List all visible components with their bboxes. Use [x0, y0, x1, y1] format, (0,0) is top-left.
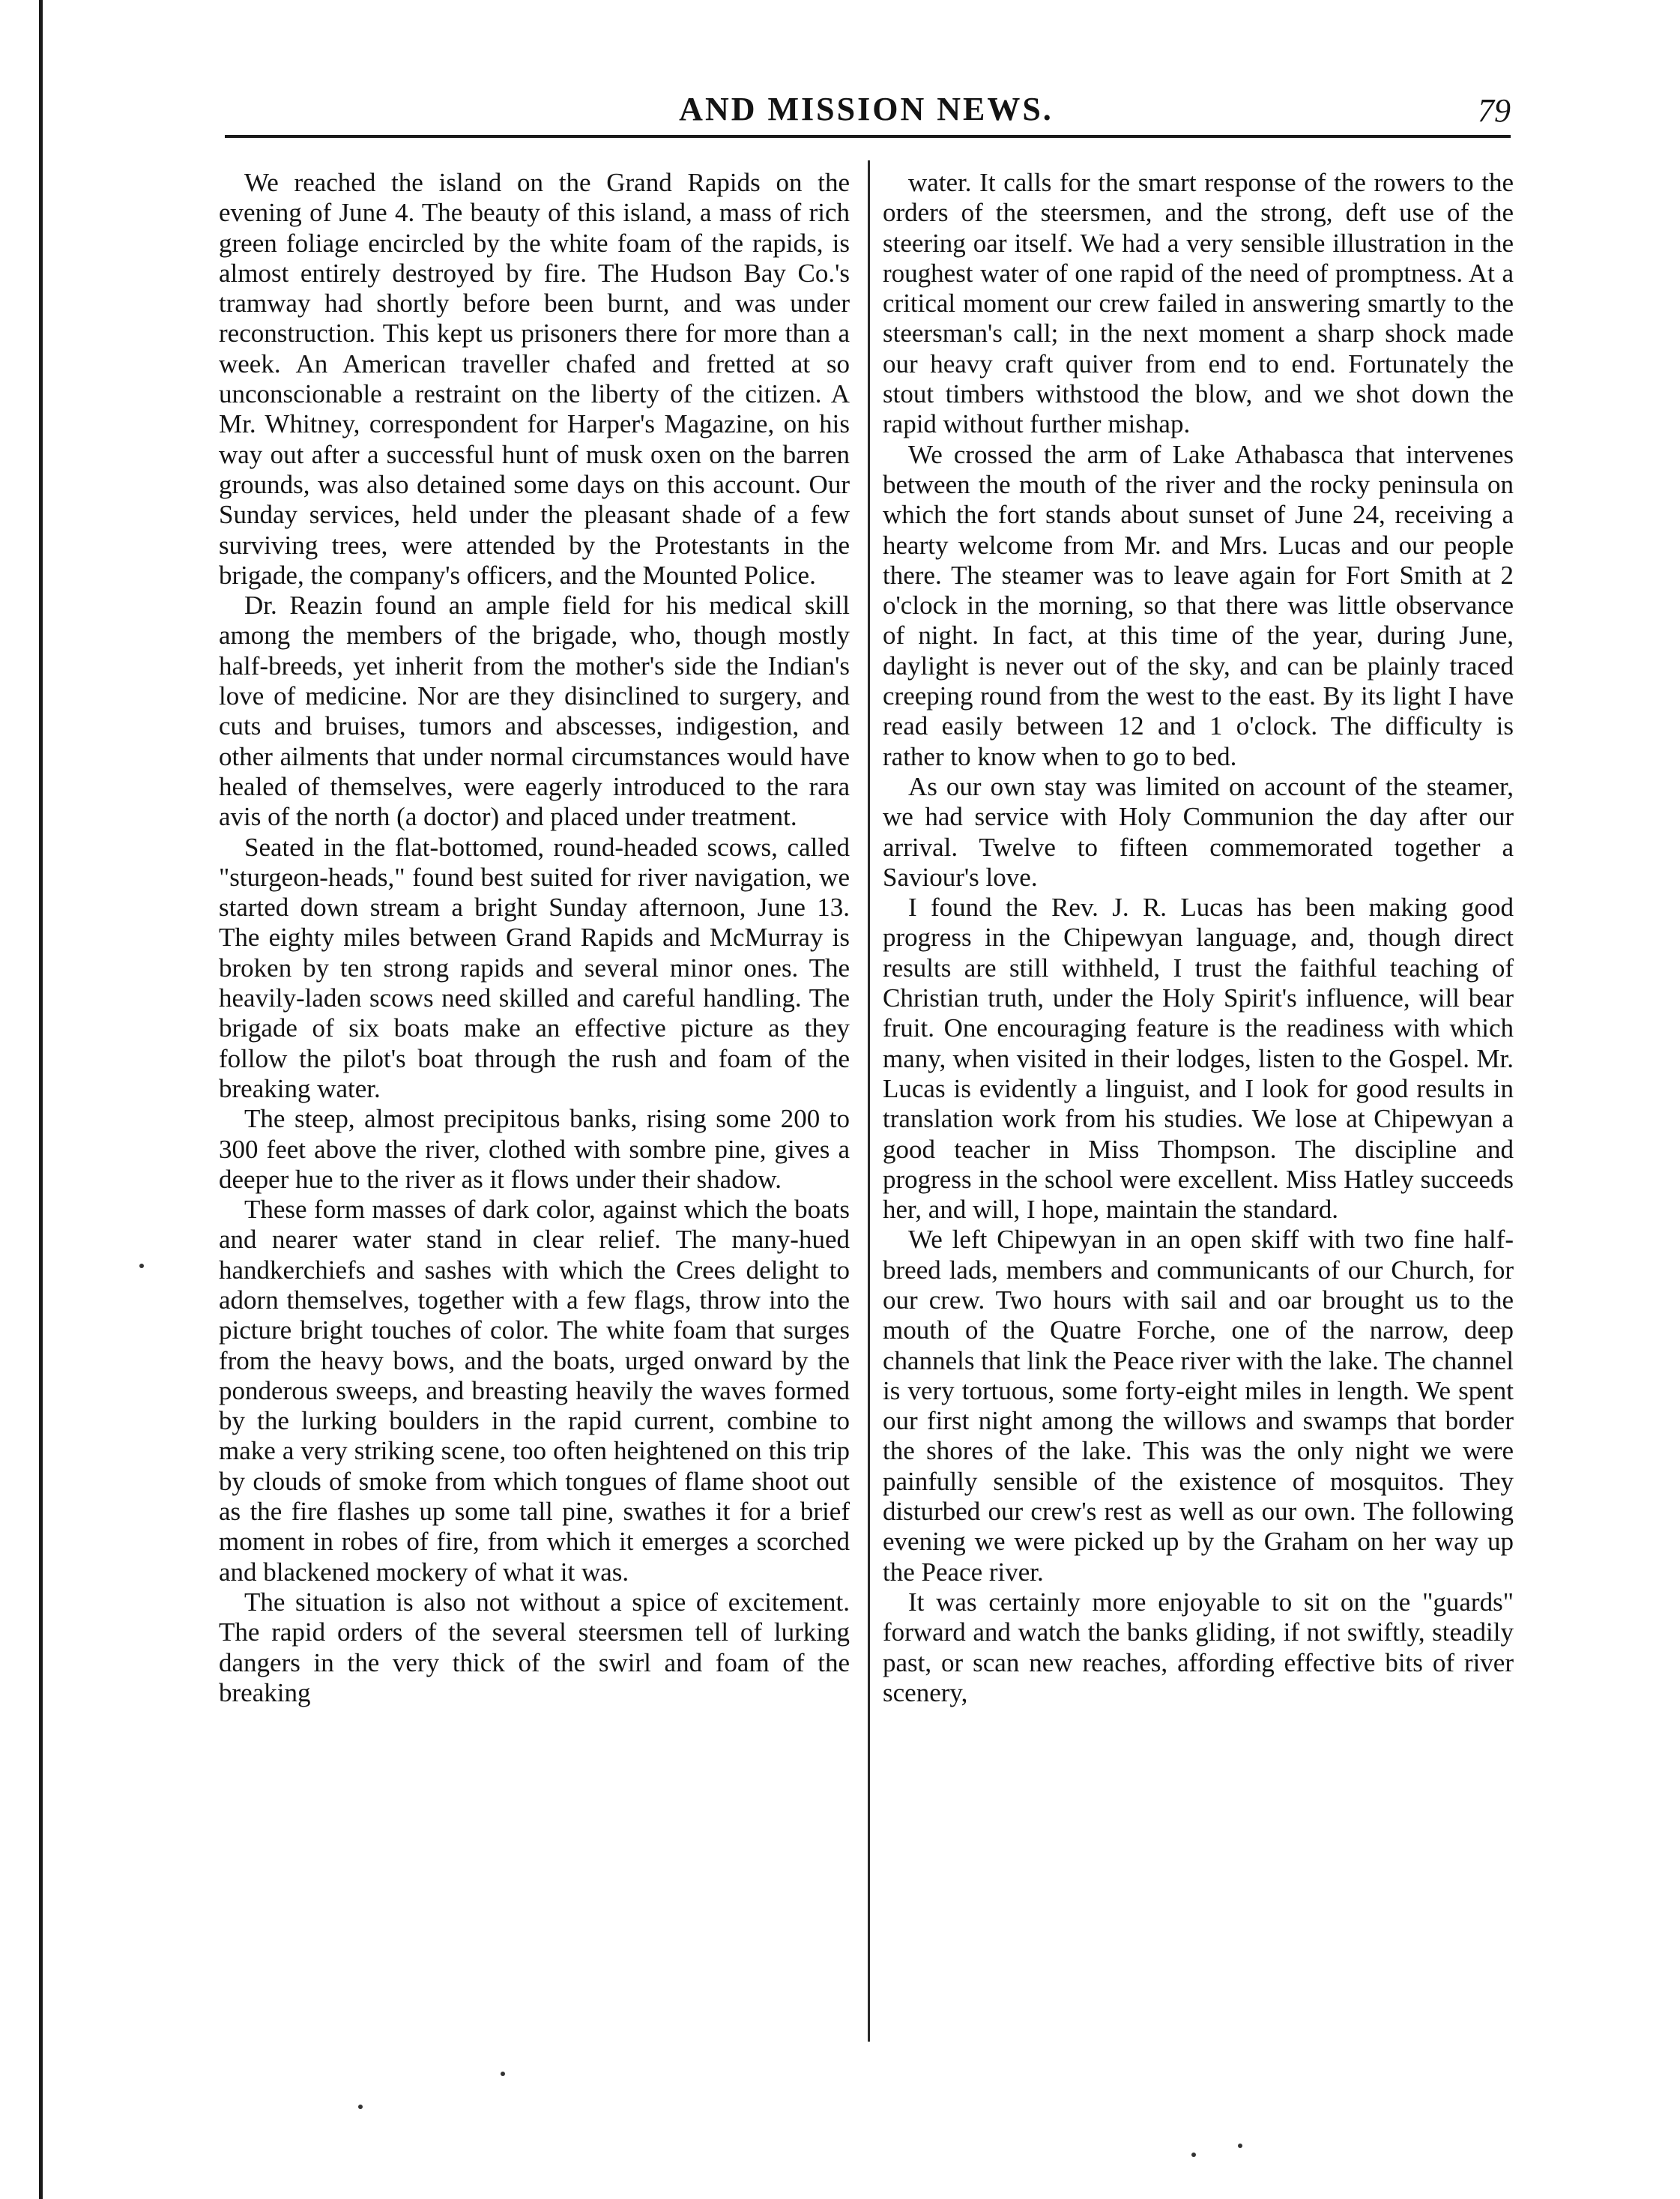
paragraph: Seated in the flat-bottomed, round-headed scows, called "sturgeon-heads," found best suited for river navigation, we started down stream a bright Sunday afternoon, June 13. The eighty miles between Grand Rapids and McMurray is broken by ten strong rapids and several minor ones. The heavily-laden scows need skilled and careful handling. The brigade of six boats make an effective picture as they follow the pilot's boat through the rush and foam of the breaking water. — [219, 832, 850, 1103]
paragraph: The steep, almost precipitous banks, rising some 200 to 300 feet above the river, clothed with sombre pine, gives a deeper hue to the river as it flows under their shadow. — [219, 1104, 850, 1194]
paragraph: We reached the island on the Grand Rapids on the evening of June 4. The beauty of this island, a mass of rich green foliage encircled by the white foam of the rapids, is almost entirely destroyed by fire. The Hudson Bay Co.'s tramway had shortly before been burnt, and was under reconstruction. This kept us prisoners there for more than a week. An American traveller chafed and fretted at so unconscionable a restraint on the liberty of the citizen. A Mr. Whitney, correspondent for Harper's Magazine, on his way out after a successful hunt of musk oxen on the barren grounds, was also detained some days on this account. Our Sunday services, held under the pleasant shade of a few surviving trees, were attended by the Protestants in the brigade, the company's officers, and the Mounted Police. — [219, 168, 850, 590]
paragraph: We left Chipewyan in an open skiff with two fine half-breed lads, members and communicants of our Church, for our crew. Two hours with sail and oar brought us to the mouth of the Quatre Forche, one of the narrow, deep channels that link the Peace river with the lake. The channel is very tortuous, some forty-eight miles in length. We spent our first night among the willows and swamps that border the shores of the lake. This was the only night we were painfully sensible of the existence of mosquitos. They disturbed our crew's rest as well as our own. The following evening we were picked up by the Graham on her way up the Peace river. — [883, 1225, 1514, 1587]
running-title: AND MISSION NEWS. — [679, 91, 1054, 127]
print-speck — [501, 2072, 505, 2076]
print-speck — [139, 1264, 144, 1268]
right-column — [883, 168, 1514, 2049]
paragraph: As our own stay was limited on account of the steamer, we had service with Holy Communion the day after our arrival. Twelve to fifteen commemorated together a Saviour's love. — [883, 771, 1514, 892]
print-speck — [1238, 2144, 1242, 2148]
page-binding-edge — [39, 0, 43, 2199]
paragraph: We crossed the arm of Lake Athabasca that intervenes between the mouth of the river and the rocky peninsula on which the fort stands about sunset of June 24, receiving a hearty welcome from Mr. and Mrs. Lucas and our people there. The steamer was to leave again for Fort Smith at 2 o'clock in the morning, so that there was little observance of night. In fact, at this time of the year, during June, daylight is never out of the sky, and can be plainly traced creeping round from the west to the east. By its light I have read easily between 12 and 1 o'clock. The difficulty is rather to know when to go to bed. — [883, 439, 1514, 771]
column-divider — [868, 160, 870, 2042]
paragraph: It was certainly more enjoyable to sit on the "guards" forward and watch the banks gliding, if not swiftly, steadily past, or scan new reaches, affording effective bits of river scenery, — [883, 1587, 1514, 1707]
print-speck — [1191, 2153, 1196, 2157]
paragraph: water. It calls for the smart response of the rowers to the orders of the steersmen, and the strong, deft use of the steering oar itself. We had a very sensible illustration in the roughest water of one rapid of the need of promptness. At a critical moment our crew failed in answering smartly to the steersman's call; in the next moment a sharp shock made our heavy craft quiver from end to end. Fortunately the stout timbers withstood the blow, and we shot down the rapid without further mishap. — [883, 168, 1514, 439]
paragraph: Dr. Reazin found an ample field for his medical skill among the members of the brigade, who, though mostly half-breeds, yet inherit from the mother's side the Indian's love of medicine. Nor are they disinclined to surgery, and cuts and bruises, tumors and abscesses, indigestion, and other ailments that under normal circumstances would have healed of themselves, were eagerly introduced to the rara avis of the north (a doctor) and placed under treatment. — [219, 591, 850, 832]
paragraph: These form masses of dark color, against which the boats and nearer water stand in clear relief. The many-hued handkerchiefs and sashes with which the Crees delight to adorn themselves, together with a few flags, throw into the picture bright touches of color. The white foam that surges from the heavy bows, and the boats, urged onward by the ponderous sweeps, and breasting heavily the waves formed by the lurking boulders in the rapid current, combine to make a very striking scene, too often heightened on this trip by clouds of smoke from which tongues of flame shoot out as the fire flashes up some tall pine, swathes it for a brief moment in robes of fire, from which it emerges a scorched and blackened mockery of what it was. — [219, 1195, 850, 1587]
header-rule — [225, 135, 1511, 138]
left-column — [219, 168, 850, 2049]
print-speck — [358, 2105, 363, 2109]
paragraph: The situation is also not without a spice of excitement. The rapid orders of the several steersmen tell of lurking dangers in the very thick of the swirl and foam of the breaking — [219, 1587, 850, 1707]
paragraph: I found the Rev. J. R. Lucas has been making good progress in the Chipewyan language, and, though direct results are still withheld, I trust the faithful teaching of Christian truth, under the Holy Spirit's influence, will bear fruit. One encouraging feature is the readiness with which many, when visited in their lodges, listen to the Gospel. Mr. Lucas is evidently a linguist, and I look for good results in translation work from his studies. We lose at Chipewyan a good teacher in Miss Thompson. The discipline and progress in the school were excellent. Miss Hatley succeeds her, and will, I hope, maintain the standard. — [883, 893, 1514, 1225]
page-number: 79 — [1478, 92, 1511, 129]
running-header — [222, 90, 1511, 135]
